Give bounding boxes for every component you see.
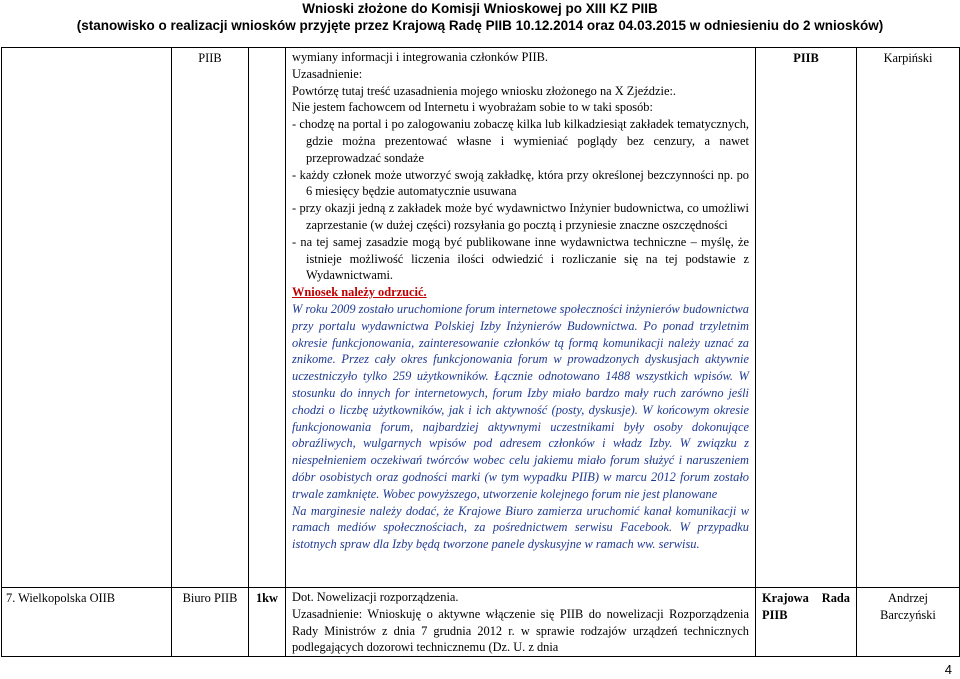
bullet-item: - chodzę na portal i po zalogowaniu zobaczę kilka lub kilkadziesiąt zakładek tematycznych, gdzie można prezentować własne i wymieniać poglądy bez cenzury, a nawet przeprowadzać sondaże xyxy=(292,117,749,165)
bullet-item: - przy okazji jedną z zakładek może być wydawnictwo Inżynier budownictwa, co umożliwi zaprzestanie (w dużej części) rozsyłania go pocztą i przyniesie znaczne oszczędności xyxy=(292,201,749,232)
motion-title: Dot. Nowelizacji rozporządzenia. xyxy=(292,590,459,604)
cell-responsible: Krajowa Rada PIIB xyxy=(756,588,857,657)
page-number: 4 xyxy=(944,662,952,677)
bullet-item: - na tej samej zasadzie mogą być publikowane inne wydawnictwa techniczne – myślę, że istnieje możliwość liczenia ilości odwiedzić i rozliczanie się na tej podstawie z Wydawnictwami. xyxy=(292,234,749,283)
response-text: W roku 2009 zostało uruchomione forum internetowe społeczności inżynierów budownictwa przy portalu wydawnictwa Polskiej Izby Inżynierów Budownictwa. Po ponad trzyletnim okresie funkcjonowania, zainteresowanie członków tą formą komunikacji należy uznać za znikome. Przez cały okres funkcjonowania forum w prowadzonych dyskusjach aktywnie uczestniczyło tylko 259 użytkowników. Łącznie odnotowano 1488 wszystkich wpisów. W stosunku do innych for internetowych, forum Izby miało bardzo mały ruch zarówno jeśli chodzi o liczbę użytkowników, jak i ich aktywność (posty, dyskusje). W końcowym okresie funkcjonowania forum, najbardziej aktywnymi uczestnikami były osoby dokonujące obraźliwych, wulgarnych wpisów pod adresem członków i władz Izby. W związku z niespełnieniem oczekiwań twórców wobec celu jakiemu miało forum służyć i naruszeniem dóbr osobistych oraz godności marki (w tym wypadku PIIB) w marcu 2012 forum zostało trwale zamknięte. Wobec powyższego, utworzenie kolejnego forum nie jest planowane xyxy=(292,301,749,501)
page-title: Wnioski złożone do Komisji Wnioskowej po XIII KZ PIIB xyxy=(302,1,658,16)
table-row xyxy=(2,48,960,588)
page-subtitle: (stanowisko o realizacji wniosków przyjęte przez Krajową Radę PIIB 10.12.2014 oraz 04.03.2015 w odniesieniu do 2 wniosków) xyxy=(76,18,884,33)
motion-body: Uzasadnienie: Wnioskuję o aktywne włączenie się PIIB do nowelizacji Rozporządzenia Rady Ministrów z dnia 7 grudnia 2012 r. w sprawie rodzajów urządzeń technicznych podlegających dozorowi technicznemu (Dz. U. z dnia xyxy=(292,606,749,655)
cell-content xyxy=(286,588,756,657)
justification-line-2: Nie jestem fachowcem od Internetu i wyobrażam sobie to w taki sposób: xyxy=(292,100,653,115)
decision-text: Wniosek należy odrzucić. xyxy=(292,285,427,300)
response-text-2: Na marginesie należy dodać, że Krajowe Biuro zamierza uruchomić kanał komunikacji w ramach mediów społecznościach, za pośrednictwem serwisu Facebook. W przypadku istotnych spraw dla Izby będą tworzone panele dyskusyjne w ramach ww. serwisu. xyxy=(292,503,749,552)
cell-type: 1kw xyxy=(249,588,286,657)
cell-content xyxy=(286,48,756,588)
motions-table xyxy=(1,47,960,657)
cell-organ: Biuro PIIB xyxy=(172,588,249,657)
justification-line-1: Powtórzę tutaj treść uzasadnienia mojego wniosku złożonego na X Zjeździe:. xyxy=(292,83,676,98)
justification-label: Uzasadnienie: xyxy=(292,66,363,81)
cell-person: Karpiński xyxy=(857,48,960,588)
cell-type xyxy=(249,48,286,588)
cell-number xyxy=(2,48,172,588)
table-row xyxy=(2,588,960,657)
cell-responsible: PIIB xyxy=(756,48,857,588)
intro-text: wymiany informacji i integrowania członków PIIB. xyxy=(292,50,549,64)
cell-number: 7. Wielkopolska OIIB xyxy=(2,588,172,657)
cell-person: Andrzej Barczyński xyxy=(857,588,960,657)
cell-organ: PIIB xyxy=(172,48,249,588)
bullet-item: - każdy członek może utworzyć swoją zakładkę, która przy określonej bezczynności np. po 6 miesięcy będzie automatycznie usuwana xyxy=(292,167,749,199)
